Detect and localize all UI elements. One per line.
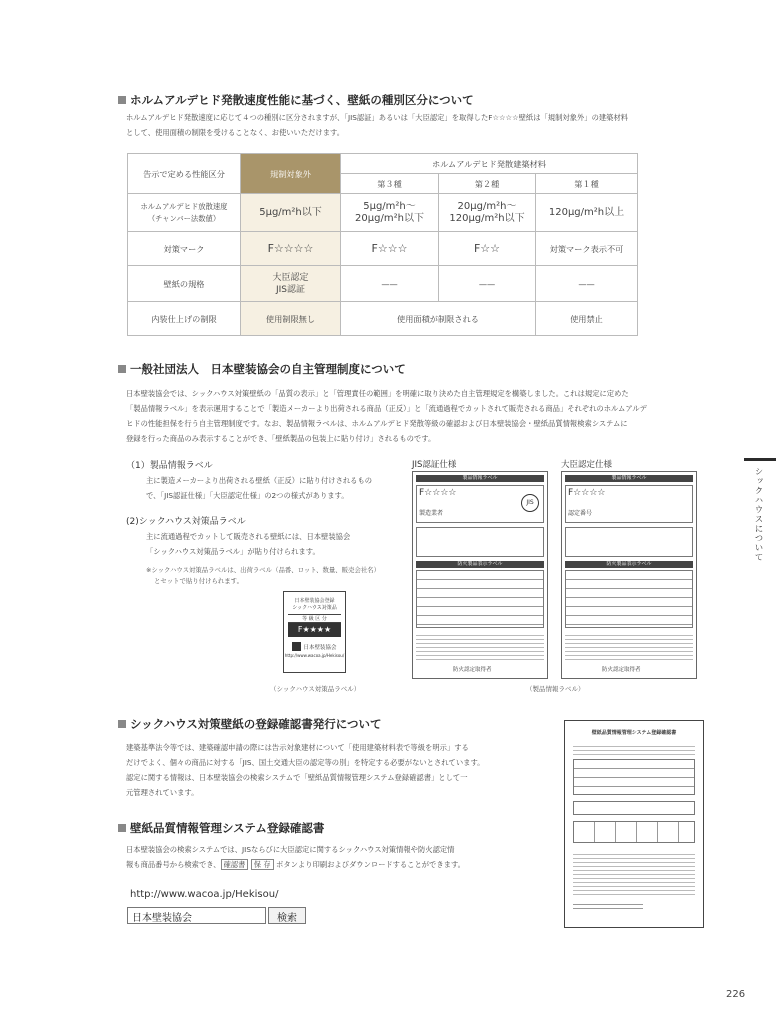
registration-document (564, 720, 704, 928)
table-row (128, 302, 638, 336)
label-line: 等 級 区 分 (288, 614, 341, 623)
section3-title: シックハウス対策壁紙の登録確認書発行について (130, 717, 382, 731)
table-cell: 20μg/m²h～ (457, 200, 517, 212)
sick-label-caption: （シックハウス対策品ラベル） (270, 685, 361, 693)
section1-title: ホルムアルデヒド発散速度性能に基づく、壁紙の種別区分について (130, 93, 474, 107)
section3-text (126, 740, 484, 800)
wacoa-logo-icon (292, 642, 301, 651)
section3-line: 建築基準法令等では、建築確認申請の際には告示対象建材について「使用建築材料表で等級を明示」する (126, 743, 469, 752)
section1-line: として、使用面積の制限を受けることなく、お使いいただけます。 (126, 128, 345, 137)
document-table (573, 759, 695, 795)
row-label: 壁紙の規格 (163, 278, 205, 289)
item2-line: 主に流通過程でカットして販売される壁紙には、日本壁装協会 (146, 532, 351, 541)
jis-spec-title: JIS認証仕様 (412, 460, 457, 470)
section2-heading (118, 361, 406, 377)
label-maker: 製造業者 (419, 510, 444, 517)
item1-line: 主に製造メーカーより出荷される壁紙（正反）に貼り付けされるもの (146, 476, 373, 485)
table-cell: JIS認証 (275, 284, 306, 295)
table-cell: 120μg/m²h以下 (449, 212, 525, 224)
row-label: 対策マーク (163, 243, 205, 254)
label-line: 日本壁装協会登録 (294, 598, 335, 604)
table-cell: —— (478, 278, 496, 289)
search-button[interactable]: 検索 (268, 907, 306, 924)
bullet-square-icon (118, 824, 126, 832)
table-exempt-header: 規制対象外 (241, 154, 341, 194)
section2-line: 登録を行った商品のみ表示することができ、「壁紙製品の包装上に貼り付け」されるものです。 (126, 434, 436, 443)
fire-label-grid (565, 570, 693, 628)
table-cell: 20μg/m²h以下 (355, 212, 424, 224)
label-header: 製品情報ラベル (416, 475, 544, 482)
note-line: とセットで貼り付けられます。 (154, 577, 243, 585)
product-label-caption: （製品情報ラベル） (526, 685, 585, 693)
fire-label-header: 防火製品表示ラベル (565, 561, 693, 568)
note-line: ※シックハウス対策品ラベルは、出荷ラベル（品番、ロット、数量、販売会社名） (146, 566, 381, 574)
bullet-square-icon (118, 365, 126, 373)
table-cell: 5μg/m²h～ (363, 200, 416, 212)
section3-line: 元管理されています。 (126, 788, 199, 797)
label-cert: 認定番号 (568, 510, 593, 517)
document-text-lines (573, 901, 643, 909)
section3-line: 認定に関する情報は、日本壁装協会の検索システムで「壁紙品質情報管理システム登録確認書」として一 (126, 773, 468, 782)
bullet-square-icon (118, 96, 126, 104)
row-label: ホルムアルデヒド放散速度 (140, 201, 228, 211)
row-label: （チャンバー法数値） (147, 213, 221, 223)
label-box (565, 527, 693, 557)
section4-line: ボタンより印刷およびダウンロードすることができます。 (276, 860, 465, 869)
table-class-header: 第２種 (439, 174, 536, 194)
table-corner: 告示で定める性能区分 (128, 154, 241, 194)
table-cell: 使用禁止 (536, 302, 638, 336)
section1-text (126, 110, 628, 140)
fire-cert-holder: 防火認定取得者 (602, 667, 641, 673)
item1-title: （1）製品情報ラベル (126, 461, 213, 471)
label-box (416, 485, 544, 523)
item2-title: (2)シックハウス対策品ラベル (126, 517, 246, 527)
document-table (573, 801, 695, 815)
section4-title: 壁紙品質情報管理システム登録確認書 (130, 821, 325, 835)
jis-product-label (412, 471, 548, 679)
note-text (146, 565, 380, 587)
section4-line: 報も商品番号から検索でき、 (126, 860, 221, 869)
table-cell: F☆☆ (473, 241, 501, 255)
document-text-lines (573, 851, 695, 896)
table-group-header: ホルムアルデヒド発散建築材料 (341, 154, 638, 174)
section2-title: 一般社団法人 日本壁装協会の自主管理制度について (130, 362, 406, 376)
label-url: http://www.wacoa.jp/Hekisou/ (284, 653, 345, 658)
section4-heading (118, 820, 324, 836)
section1-line: ホルムアルデヒド発散速度に応じて４つの種別に区分されますが、「JIS認証」あるいは「大臣認定」を取得したF☆☆☆☆壁紙は「規制対象外」の建築材料 (126, 113, 629, 122)
document-table (573, 821, 695, 843)
sick-house-label (283, 591, 346, 673)
item1-text (146, 473, 372, 503)
fire-label-header: 防火製品表示ラベル (416, 561, 544, 568)
label-header: 製品情報ラベル (565, 475, 693, 482)
side-tab-label: シックハウスについて (753, 467, 763, 562)
grade-badge: F★★★★ (288, 623, 341, 637)
document-text-lines (573, 743, 695, 755)
confirm-button[interactable]: 確認書 (221, 859, 249, 870)
table-row (128, 232, 638, 266)
minister-spec-title: 大臣認定仕様 (561, 460, 613, 470)
fine-print (416, 632, 544, 662)
bullet-square-icon (118, 720, 126, 728)
table-class-header: 第３種 (341, 174, 439, 194)
section3-heading (118, 716, 382, 732)
table-cell: 対策マーク表示不可 (549, 243, 624, 254)
label-org: 日本壁装協会 (303, 644, 337, 651)
section2-line: 日本壁装協会では、シックハウス対策壁紙の「品質の表示」と「管理責任の範囲」を明確に取り決めた自主管理規定を構築しました。これは規定に定めた (126, 389, 629, 398)
table-cell: F☆☆☆☆ (267, 241, 314, 255)
row-label: 内装仕上げの制限 (128, 302, 241, 336)
label-box (565, 485, 693, 523)
section4-text (126, 842, 465, 872)
hekisou-url[interactable]: http://www.wacoa.jp/Hekisou/ (130, 889, 279, 900)
section2-line: 「製品情報ラベル」を表示運用することで「製造メーカーより出荷される商品（正反）」と「流通過程でカットされて販売される商品」それぞれのホルムアルデ (126, 404, 647, 413)
document-title: 壁紙品質情報管理システム登録確認書 (591, 730, 677, 736)
fine-print (565, 632, 693, 662)
table-cell: 大臣認定 (272, 272, 309, 283)
table-row (128, 266, 638, 302)
save-button[interactable]: 保 存 (251, 859, 274, 870)
jis-mark-icon: JIS (521, 494, 539, 512)
section2-line: ヒドの性能担保を行う自主管理制度です。なお、製品情報ラベルは、ホルムアルデヒド発散等級の確認および日本壁装協会・壁紙品質情報検索システムに (126, 419, 628, 428)
section2-text (126, 386, 647, 446)
label-grade: F☆☆☆☆ (419, 488, 457, 498)
table-cell: 使用制限無し (241, 302, 341, 336)
table-cell: F☆☆☆ (371, 241, 408, 255)
table-row (128, 194, 638, 232)
item2-text (146, 529, 350, 559)
fire-cert-holder: 防火認定取得者 (453, 667, 492, 673)
minister-product-label (561, 471, 697, 679)
label-line: シックハウス対策品 (292, 605, 337, 611)
label-grade: F☆☆☆☆ (568, 488, 606, 498)
section1-heading (118, 92, 474, 108)
search-input[interactable]: 日本壁装協会 (127, 907, 266, 924)
table-cell: —— (578, 278, 595, 289)
table-class-header: 第１種 (536, 174, 638, 194)
table-cell: 120μg/m²h以上 (548, 206, 625, 218)
formaldehyde-class-table (127, 153, 638, 336)
fire-label-grid (416, 570, 544, 628)
side-tab (744, 458, 776, 570)
item1-line: で、「JIS認証仕様」「大臣認定仕様」の2つの様式があります。 (146, 491, 349, 500)
page-number: 226 (726, 989, 746, 1000)
table-cell: 使用面積が制限される (341, 302, 536, 336)
section4-line: 日本壁装協会の検索システムでは、JISならびに大臣認定に関するシックハウス対策情報や防火認定情 (126, 845, 455, 854)
table-cell: —— (381, 278, 398, 289)
section3-line: だけでよく、個々の商品に対する「JIS、国土交通大臣の認定等の別」を特定する必要がないとされています。 (126, 758, 485, 767)
table-cell: 5μg/m²h以下 (259, 206, 322, 218)
item2-line: 「シックハウス対策品ラベル」が貼り付けられます。 (146, 547, 320, 556)
label-box (416, 527, 544, 557)
